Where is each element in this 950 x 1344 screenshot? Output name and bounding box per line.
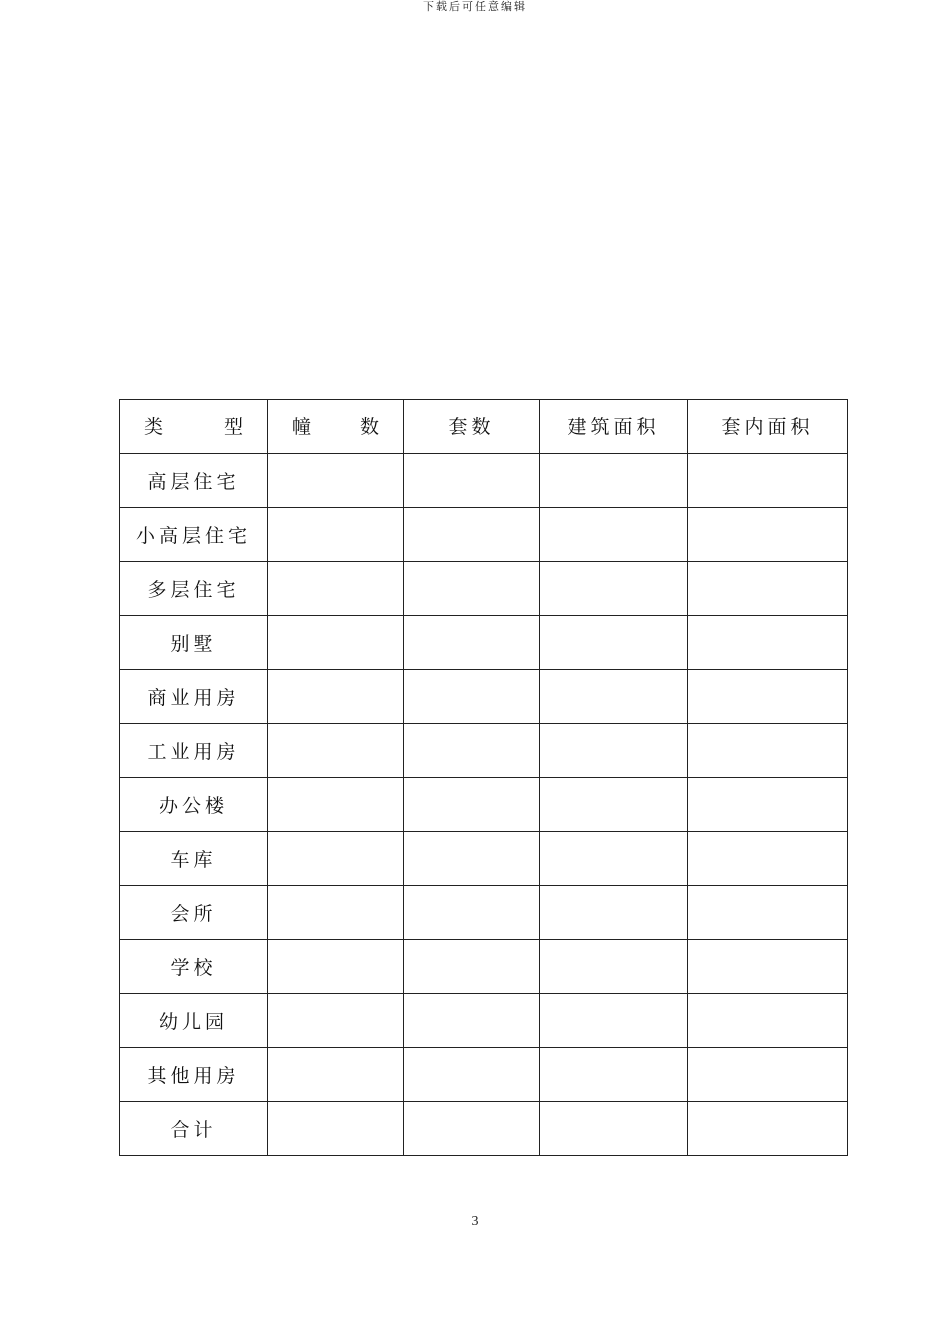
units-cell[interactable] [404,886,540,940]
interior-area-cell[interactable] [688,994,848,1048]
header-type [120,400,268,454]
units-cell[interactable] [404,454,540,508]
table-row [120,994,848,1048]
header-interior-area: 套内面积 [688,400,848,454]
interior-area-cell[interactable] [688,778,848,832]
buildings-cell[interactable] [268,778,404,832]
buildings-cell[interactable] [268,1048,404,1102]
row-type-label: 商业用房 [120,670,268,724]
gross-area-cell[interactable] [540,508,688,562]
units-cell[interactable] [404,832,540,886]
table-row [120,940,848,994]
page-header: 下载后可任意编辑 [423,0,527,13]
units-cell[interactable] [404,508,540,562]
row-type-label: 其他用房 [120,1048,268,1102]
buildings-cell[interactable] [268,832,404,886]
header-buildings-char-1: 幢 [292,416,312,438]
interior-area-cell[interactable] [688,454,848,508]
row-type-label: 工业用房 [120,724,268,778]
units-cell[interactable] [404,670,540,724]
interior-area-cell[interactable] [688,832,848,886]
row-type-label: 多层住宅 [120,562,268,616]
table-row [120,562,848,616]
row-type-label: 幼儿园 [120,994,268,1048]
buildings-cell[interactable] [268,562,404,616]
units-cell[interactable] [404,1048,540,1102]
gross-area-cell[interactable] [540,1048,688,1102]
interior-area-cell[interactable] [688,1102,848,1156]
gross-area-cell[interactable] [540,778,688,832]
table-row [120,1102,848,1156]
buildings-cell[interactable] [268,724,404,778]
interior-area-cell[interactable] [688,508,848,562]
interior-area-cell[interactable] [688,616,848,670]
buildings-cell[interactable] [268,670,404,724]
table-row [120,670,848,724]
table-header-row [120,400,848,454]
gross-area-cell[interactable] [540,1102,688,1156]
page-number: 3 [471,1214,479,1229]
table-row [120,616,848,670]
table-row [120,454,848,508]
interior-area-cell[interactable] [688,562,848,616]
buildings-cell[interactable] [268,1102,404,1156]
header-buildings [268,400,404,454]
table-row [120,724,848,778]
gross-area-cell[interactable] [540,616,688,670]
table-body [120,454,848,1156]
interior-area-cell[interactable] [688,1048,848,1102]
units-cell[interactable] [404,562,540,616]
interior-area-cell[interactable] [688,724,848,778]
row-type-label: 别墅 [120,616,268,670]
gross-area-cell[interactable] [540,940,688,994]
units-cell[interactable] [404,940,540,994]
row-type-label: 高层住宅 [120,454,268,508]
row-type-label: 车库 [120,832,268,886]
units-cell[interactable] [404,1102,540,1156]
interior-area-cell[interactable] [688,940,848,994]
row-type-label: 会所 [120,886,268,940]
gross-area-cell[interactable] [540,562,688,616]
row-type-label: 小高层住宅 [120,508,268,562]
header-type-char-1: 类 [144,416,164,438]
row-type-label: 办公楼 [120,778,268,832]
buildings-cell[interactable] [268,886,404,940]
buildings-cell[interactable] [268,994,404,1048]
units-cell[interactable] [404,616,540,670]
header-units: 套数 [404,400,540,454]
units-cell[interactable] [404,724,540,778]
buildings-cell[interactable] [268,454,404,508]
header-gross-area: 建筑面积 [540,400,688,454]
table-row [120,832,848,886]
gross-area-cell[interactable] [540,454,688,508]
table-row [120,508,848,562]
table-row [120,1048,848,1102]
interior-area-cell[interactable] [688,670,848,724]
buildings-cell[interactable] [268,616,404,670]
interior-area-cell[interactable] [688,886,848,940]
gross-area-cell[interactable] [540,670,688,724]
buildings-cell[interactable] [268,940,404,994]
units-cell[interactable] [404,994,540,1048]
gross-area-cell[interactable] [540,724,688,778]
gross-area-cell[interactable] [540,832,688,886]
units-cell[interactable] [404,778,540,832]
row-type-label: 合计 [120,1102,268,1156]
buildings-cell[interactable] [268,508,404,562]
table-row [120,778,848,832]
header-type-char-2: 型 [223,416,243,438]
header-buildings-char-2: 数 [359,416,379,438]
gross-area-cell[interactable] [540,994,688,1048]
row-type-label: 学校 [120,940,268,994]
gross-area-cell[interactable] [540,886,688,940]
table-row [120,886,848,940]
building-stats-table [119,399,848,1156]
